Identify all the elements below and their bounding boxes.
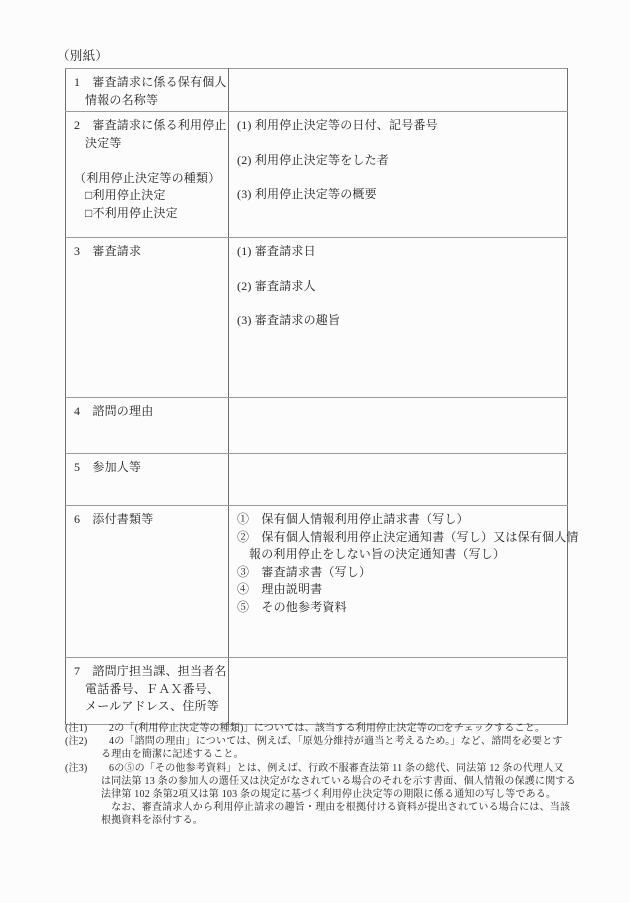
- row-3-item-cell: [66, 238, 229, 398]
- row-1-title-line-1: 1 審査請求に係る保有個人: [74, 75, 227, 89]
- row-3-detail-line-3: (3) 審査請求の趣旨: [237, 313, 341, 327]
- attachment-item-5: ⑤ その他参考資料: [237, 599, 347, 614]
- row-5-title-line-1: 5 参加人等: [74, 460, 142, 474]
- notes-section: [65, 722, 577, 828]
- table-row-6: [66, 506, 568, 658]
- row-2-title-line-1: 2 審査請求に係る利用停止: [74, 118, 227, 132]
- row-6-item-cell: [66, 506, 229, 658]
- row-2-detail-line-3: (3) 利用停止決定等の概要: [237, 187, 377, 201]
- row-4-title-line-1: 4 諮問の理由: [74, 404, 154, 418]
- note-3-text: 6の⑤の「その他参考資料」とは、例えば、行政不服審査法第 11 条の総代、同法第 12 条の代理人又: [109, 762, 564, 774]
- row-5-item-cell: [66, 454, 229, 506]
- row-2-detail-line-2: (2) 利用停止決定等をした者: [237, 152, 389, 167]
- row-3-detail-line-1: (1) 審査請求日: [237, 244, 316, 258]
- table-row-5: [66, 454, 568, 506]
- attachment-item-1: ① 保有個人情報利用停止請求書（写し）: [237, 512, 469, 526]
- checkbox-option-label: 利用停止決定: [92, 188, 166, 202]
- note-3-text-continued: 根拠資料を添付する。: [101, 815, 203, 827]
- note-3-text-continued: なお、審査請求人から利用停止請求の趣旨・理由を根拠付ける資料が提出されている場合には、当該: [101, 802, 571, 814]
- table-row-4: [66, 398, 568, 454]
- note-3: [65, 762, 577, 828]
- attachment-item-2-continued: 報の利用停止をしない旨の決定通知書（写し）: [249, 547, 506, 561]
- row-2-item-cell: [66, 112, 229, 238]
- row-4-item-cell: [66, 398, 229, 454]
- page-label: （別紙）: [57, 49, 109, 63]
- form-table: [65, 68, 579, 725]
- row-7-title-line-2: 電話番号、ＦＡＸ番号、: [85, 681, 220, 696]
- row-1-title-line-2: 情報の名称等: [85, 92, 159, 107]
- checkbox-unchecked-icon: □: [85, 188, 93, 202]
- note-2-text-continued: る理由を簡潔に記述すること。: [101, 749, 244, 761]
- note-1-label: (注1): [65, 723, 88, 734]
- row-2-title-line-2: 決定等: [85, 135, 122, 150]
- note-2-label: (注2): [65, 736, 88, 748]
- attachment-item-3: ③ 審査請求書（写し）: [237, 564, 372, 579]
- row-7-title-line-3: メールアドレス、住所等: [85, 699, 219, 713]
- note-1-text: 2の「(利用停止決定等の種類)」については、該当する利用停止決定等の□をチェックすること。: [109, 723, 546, 734]
- row-7-entry-cell: [229, 658, 568, 725]
- decision-type-group-label: （利用停止決定等の種類）: [74, 170, 221, 185]
- spacer: [74, 152, 222, 170]
- row-3-entry-cell: [229, 238, 568, 398]
- attachment-item-4: ④ 理由説明書: [237, 582, 323, 596]
- checkbox-option-label: 不利用停止決定: [92, 205, 178, 220]
- row-7-item-cell: [66, 658, 229, 725]
- table-row-2: [66, 112, 568, 238]
- row-6-title-line-1: 6 添付書類等: [74, 512, 154, 526]
- table-row-3: [66, 238, 568, 398]
- row-2-detail-line-1: (1) 利用停止決定等の日付、記号番号: [237, 118, 438, 132]
- table-row-1: [66, 69, 568, 112]
- note-2-text: 4の「諮問の理由」については、例えば、「原処分維持が適当と考えるため。」など、諮問を必要とす: [109, 736, 563, 748]
- row-6-entry-cell: [229, 506, 579, 658]
- note-1: [65, 722, 577, 735]
- row-2-entry-cell: [229, 112, 568, 238]
- row-7-title-line-1: 7 諮問庁担当課、担当者名: [74, 664, 227, 678]
- note-3-text-continued: は同法第 13 条の参加人の選任又は決定がなされている場合のそれを示す書面、個人情報の保護に関する: [101, 775, 576, 787]
- note-3-text-continued: 法律第 102 条第2項又は第 103 条の規定に基づく利用停止決定等の期限に係る通知の写し等である。: [101, 789, 557, 801]
- attachment-item-2: ② 保有個人情報利用停止決定通知書（写し）又は保有個人情: [237, 529, 579, 544]
- row-1-item-cell: [66, 69, 229, 112]
- row-3-title-line-1: 3 審査請求: [74, 244, 142, 258]
- table-row-7: [66, 658, 568, 725]
- checkbox-unchecked-icon: □: [85, 205, 93, 220]
- row-1-entry-cell: [229, 69, 568, 112]
- row-4-entry-cell: [229, 398, 568, 454]
- row-3-detail-line-2: (2) 審査請求人: [237, 278, 316, 293]
- note-3-label: (注3): [65, 762, 88, 774]
- note-2: [65, 735, 577, 761]
- checkbox-option-no-use-stop-decision: [74, 205, 222, 223]
- row-5-entry-cell: [229, 454, 568, 506]
- checkbox-option-use-stop-decision: [74, 187, 222, 205]
